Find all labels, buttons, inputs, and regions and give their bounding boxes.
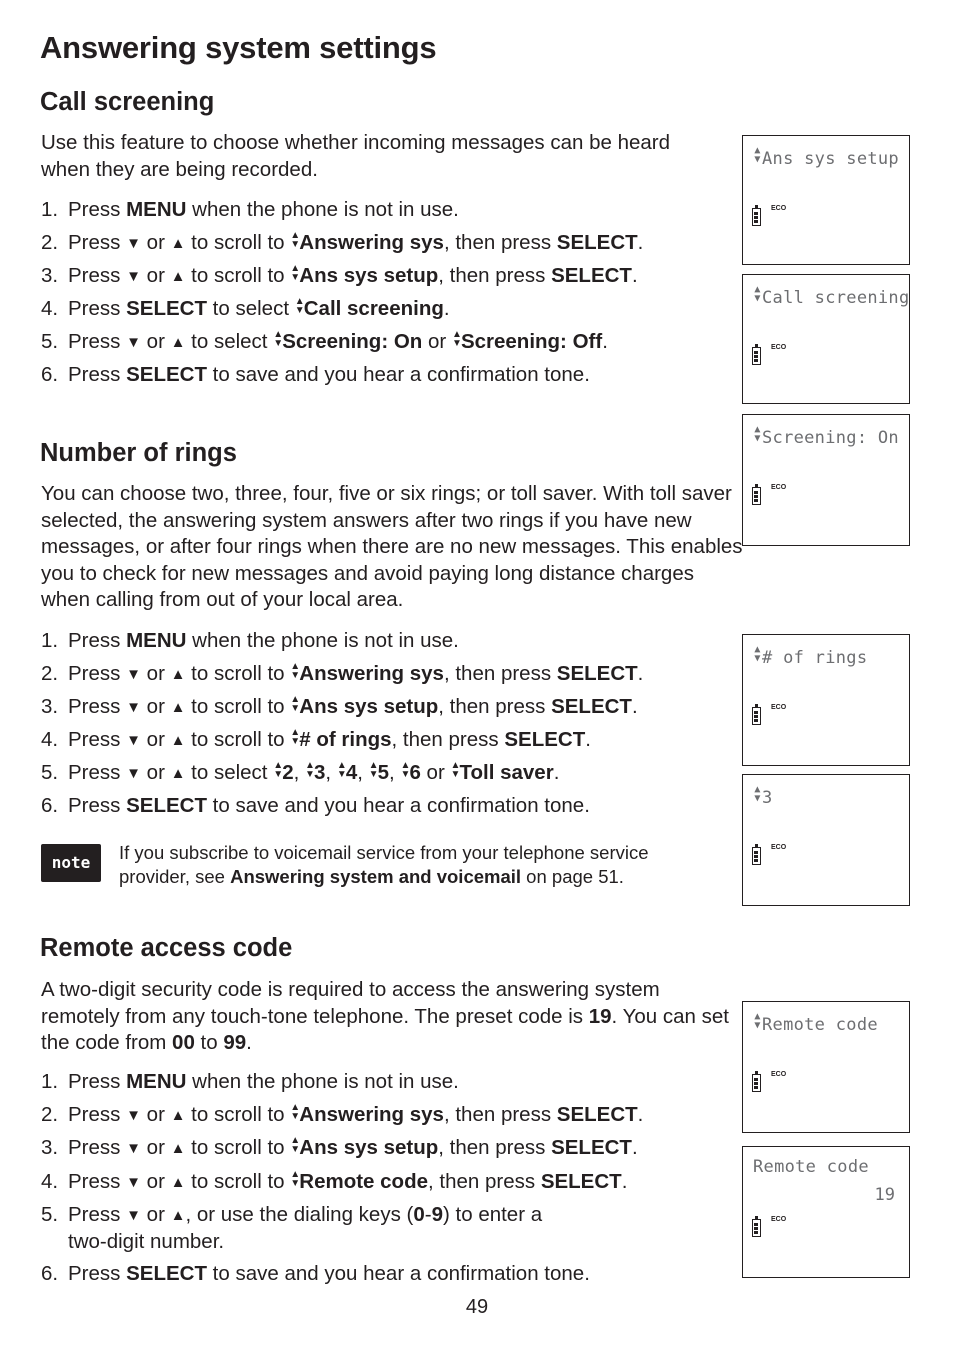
updown-icon: ▲ ▼ xyxy=(290,1102,301,1122)
battery-icon xyxy=(752,1219,761,1237)
up-arrow-icon: ▲ xyxy=(170,732,186,749)
cs-step-1: 1. Press MENU when the phone is not in use. xyxy=(41,198,459,221)
up-arrow-icon: ▲ xyxy=(170,765,186,782)
updown-icon: ▲ ▼ xyxy=(290,727,301,747)
up-arrow-icon: ▲ xyxy=(170,666,186,683)
rc-step-2: 2. Press ▼ or ▲ to scroll to ▲ ▼ Answering sys, then press SELECT. xyxy=(41,1102,643,1129)
cs-step-6: 6. Press SELECT to save and you hear a confirmation tone. xyxy=(41,363,590,386)
updown-icon: ▲ ▼ xyxy=(273,329,284,349)
updown-icon: ▲ ▼ xyxy=(290,661,301,681)
rc-step-1: 1. Press MENU when the phone is not in use. xyxy=(41,1070,459,1093)
remote-access-heading: Remote access code xyxy=(40,934,293,962)
lcd-screen-num-rings: ▲ ▼ # of rings ECO xyxy=(742,634,910,766)
lcd-screen-rings-3: ▲ ▼ 3 ECO xyxy=(742,774,910,906)
nr-step-3: 3. Press ▼ or ▲ to scroll to ▲ ▼ Ans sys setup, then press SELECT. xyxy=(41,694,638,721)
battery-icon xyxy=(752,707,761,725)
up-arrow-icon: ▲ xyxy=(170,699,186,716)
down-arrow-icon: ▼ xyxy=(126,1174,141,1191)
down-arrow-icon: ▼ xyxy=(126,1207,141,1224)
updown-icon: ▲ ▼ xyxy=(400,760,411,780)
note-badge: note xyxy=(41,844,101,882)
down-arrow-icon: ▼ xyxy=(126,765,141,782)
lcd-screen-call-screening: ▲ ▼ Call screening ECO xyxy=(742,274,910,404)
lcd-screen-remote-code-value: Remote code 19 ECO xyxy=(742,1146,910,1278)
remote-code-value: 19 xyxy=(874,1185,895,1205)
down-arrow-icon: ▼ xyxy=(126,268,141,285)
nr-step-2: 2. Press ▼ or ▲ to scroll to ▲ ▼ Answering sys, then press SELECT. xyxy=(41,661,643,688)
updown-icon: ▲ ▼ xyxy=(290,1169,301,1189)
cs-step-4: 4. Press SELECT to select ▲ ▼ Call screening. xyxy=(41,296,450,320)
eco-label: ECO xyxy=(771,704,787,711)
eco-label: ECO xyxy=(771,1071,787,1078)
updown-icon: ▲ ▼ xyxy=(450,760,461,780)
lcd-screen-ans-sys-setup: ▲ ▼ Ans sys setup ECO xyxy=(742,135,910,265)
battery-icon xyxy=(752,1074,761,1092)
up-arrow-icon: ▲ xyxy=(170,1174,186,1191)
up-arrow-icon: ▲ xyxy=(170,268,186,285)
updown-icon: ▲ ▼ xyxy=(451,329,462,349)
updown-icon: ▲ ▼ xyxy=(368,760,379,780)
up-arrow-icon: ▲ xyxy=(170,235,186,252)
note-text: If you subscribe to voicemail service from your telephone service provider, see Answering system and voicemail on page 51. xyxy=(119,842,649,887)
updown-icon: ▲ ▼ xyxy=(290,263,301,283)
updown-icon: ▲ ▼ xyxy=(754,784,761,804)
battery-icon xyxy=(752,847,761,865)
updown-icon: ▲ ▼ xyxy=(273,760,284,780)
call-screening-heading: Call screening xyxy=(40,88,215,116)
nr-step-1: 1. Press MENU when the phone is not in use. xyxy=(41,629,459,652)
lcd-screen-screening-on: ▲ ▼ Screening: On ECO xyxy=(742,414,910,546)
nr-step-6: 6. Press SELECT to save and you hear a confirmation tone. xyxy=(41,794,590,817)
cs-step-3: 3. Press ▼ or ▲ to scroll to ▲ ▼ Ans sys setup, then press SELECT. xyxy=(41,263,638,290)
down-arrow-icon: ▼ xyxy=(126,1107,141,1124)
updown-icon: ▲ ▼ xyxy=(754,644,761,664)
eco-label: ECO xyxy=(771,205,787,212)
up-arrow-icon: ▲ xyxy=(170,1107,186,1124)
eco-label: ECO xyxy=(771,484,787,491)
up-arrow-icon: ▲ xyxy=(170,1207,186,1224)
updown-icon: ▲ ▼ xyxy=(754,284,761,304)
updown-icon: ▲ ▼ xyxy=(754,1011,761,1031)
nr-step-4: 4. Press ▼ or ▲ to scroll to ▲ ▼ # of rings, then press SELECT. xyxy=(41,727,591,754)
eco-label: ECO xyxy=(771,844,787,851)
down-arrow-icon: ▼ xyxy=(126,334,141,351)
page-title: Answering system settings xyxy=(40,30,437,65)
rc-step-3: 3. Press ▼ or ▲ to scroll to ▲ ▼ Ans sys setup, then press SELECT. xyxy=(41,1135,638,1162)
call-screening-intro: Use this feature to choose whether incoming messages can be heard when they are being recorded. xyxy=(41,131,671,181)
battery-icon xyxy=(752,208,761,226)
eco-label: ECO xyxy=(771,1216,787,1223)
rc-step-6: 6. Press SELECT to save and you hear a confirmation tone. xyxy=(41,1262,590,1285)
cs-step-2: 2. Press ▼ or ▲ to scroll to ▲ ▼ Answering sys, then press SELECT. xyxy=(41,230,643,257)
up-arrow-icon: ▲ xyxy=(170,1140,186,1157)
up-arrow-icon: ▲ xyxy=(170,334,186,351)
updown-icon: ▲ ▼ xyxy=(290,230,301,250)
rc-step-5: 5. Press ▼ or ▲, or use the dialing keys (0-9) to enter a two-digit number. xyxy=(41,1203,543,1253)
number-of-rings-intro: You can choose two, three, four, five or six rings; or toll saver. With toll saver selected, the answering system answers after two rings if you have new messages, or after four rings when there are no new messages. This enables you to check for new messages and avoid paying long distance charges when calling from out of your local area. xyxy=(41,482,743,611)
down-arrow-icon: ▼ xyxy=(126,732,141,749)
updown-icon: ▲ ▼ xyxy=(336,760,347,780)
nr-step-5: 5. Press ▼ or ▲ to select ▲ ▼ 2, ▲ ▼ 3, ▲ ▼ 4, ▲ ▼ 5, ▲ ▼ 6 or ▲ ▼ Toll saver. xyxy=(41,760,559,787)
remote-access-intro: A two-digit security code is required to access the answering system remotely from any touch-tone telephone. The preset code is 19. You can set the code from 00 to 99. xyxy=(41,978,729,1054)
down-arrow-icon: ▼ xyxy=(126,235,141,252)
updown-icon: ▲ ▼ xyxy=(305,760,315,780)
down-arrow-icon: ▼ xyxy=(126,699,141,716)
battery-icon xyxy=(752,487,761,505)
number-of-rings-heading: Number of rings xyxy=(40,439,237,467)
updown-icon: ▲ ▼ xyxy=(754,424,761,444)
updown-icon: ▲ ▼ xyxy=(294,296,305,316)
battery-icon xyxy=(752,347,761,365)
cs-step-5: 5. Press ▼ or ▲ to select ▲ ▼ Screening: On or ▲ ▼ Screening: Off. xyxy=(41,329,608,356)
updown-icon: ▲ ▼ xyxy=(290,1135,301,1155)
lcd-screen-remote-code: ▲ ▼ Remote code ECO xyxy=(742,1001,910,1133)
down-arrow-icon: ▼ xyxy=(126,666,141,683)
rc-step-4: 4. Press ▼ or ▲ to scroll to ▲ ▼ Remote code, then press SELECT. xyxy=(41,1169,627,1196)
down-arrow-icon: ▼ xyxy=(126,1140,141,1157)
page-number: 49 xyxy=(465,1296,489,1318)
updown-icon: ▲ ▼ xyxy=(290,694,301,714)
eco-label: ECO xyxy=(771,344,787,351)
updown-icon: ▲ ▼ xyxy=(754,145,761,165)
